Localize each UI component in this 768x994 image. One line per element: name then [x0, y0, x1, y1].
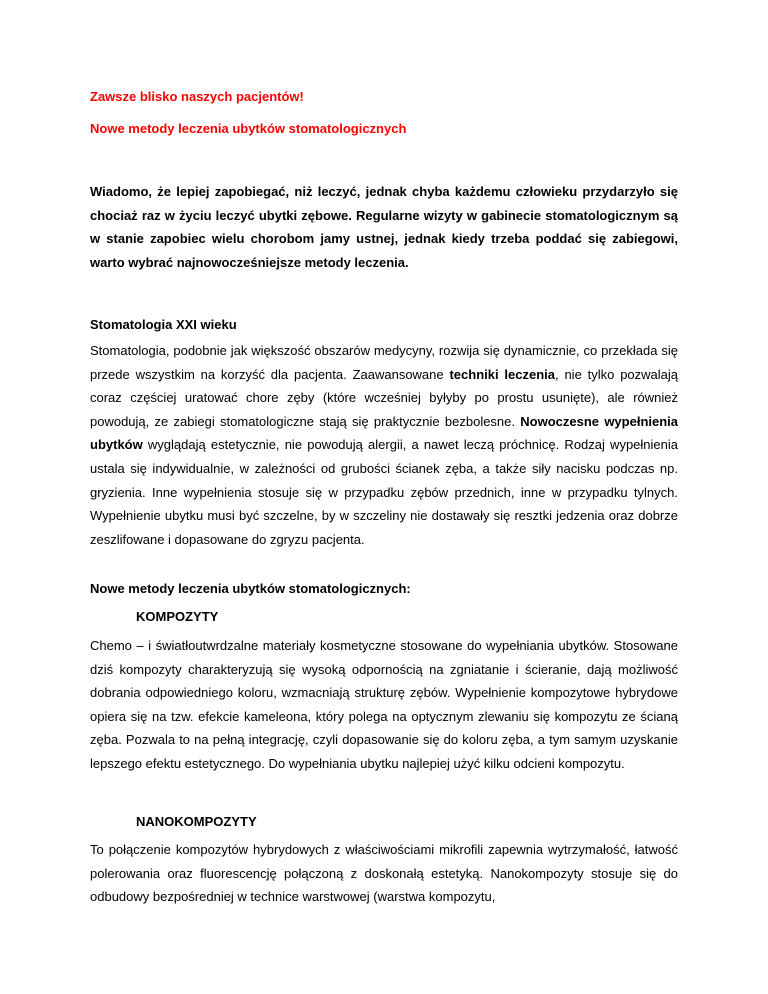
section-heading-stomatologia: Stomatologia XXI wieku	[90, 317, 237, 332]
paragraph-kompozyty: Chemo – i światłoutwrdzalne materiały kosmetyczne stosowane do wypełniania ubytków. Stosowane dziś kompozyty charakteryzują się wysoką odpornością na zgniatanie i ścieranie, dają możliwość dobrania odpowiedniego koloru, wzmacniają strukturę zębów. Wypełnienie kompozytowe hybrydowe opiera się na tzw. efekcie kameleona, który polega na optycznym zlewaniu się kompozytu ze ścianą zęba. Pozwala to na pełną integrację, czyli dopasowanie się do koloru zęba, a tym samym uzyskanie lepszego efektu estetycznego. Do wypełniania ubytku najlepiej użyć kilku odcieni kompozytu.	[90, 638, 678, 771]
paragraph-text: Stomatologia, podobnie jak większość obszarów medycyny, rozwija się dynamicznie, co przekłada się przede wszystkim na korzyść dla pacjenta. Zaawansowane	[90, 343, 678, 382]
lead-paragraph: Wiadomo, że lepiej zapobiegać, niż leczyć, jednak chyba każdemu człowieku przydarzyło się chociaż raz w życiu leczyć ubytki zębowe. Regularne wizyty w gabinecie stomatologicznym są w stanie zapobiec wielu chorobom jamy ustnej, jednak kiedy trzeba poddać się zabiegowi, warto wybrać najnowocześniejsze metody leczenia.	[90, 184, 678, 270]
bold-phrase: techniki leczenia	[449, 366, 556, 382]
paragraph-text: wyglądają estetycznie, nie powodują alergii, a nawet leczą próchnicę. Rodzaj wypełnienia ustala się indywidualnie, w zależności od grubości ścianek zęba, a także siły nacisku podczas np. gryzienia. Inne wypełnienia stosuje się w przypadku zębów przednich, inne w przypadku tylnych. Wypełnienie ubytku musi być szczelne, by w szczeliny nie dostawały się resztki jedzenia oraz dobrze zeszlifowane i dopasowane do zgryzu pacjenta.	[90, 437, 678, 547]
subheading-kompozyty: KOMPOZYTY	[136, 609, 219, 624]
subheading-nanokompozyty: NANOKOMPOZYTY	[136, 814, 257, 829]
section-heading-metody: Nowe metody leczenia ubytków stomatologicznych:	[90, 581, 411, 596]
document-title: Nowe metody leczenia ubytków stomatologicznych	[90, 121, 407, 136]
bold-phrase: Nowoczesne wypełnienia ubytków	[90, 413, 679, 453]
paragraph-text: , nie tylko pozwalają coraz częściej uratować chore zęby (które wcześniej byłyby po prostu usunięte), ale również powodują, ze zabiegi stomatologiczne stają się praktycznie bezbolesne.	[90, 366, 679, 429]
paragraph-nanokompozyty: To połączenie kompozytów hybrydowych z właściwościami mikrofili zapewnia wytrzymałość, łatwość polerowania oraz fluorescencję połączoną z doskonałą estetyką. Nanokompozyty stosuje się do odbudowy bezpośredniej w technice warstwowej (warstwa kompozytu,	[90, 842, 678, 905]
tagline: Zawsze blisko naszych pacjentów!	[90, 89, 304, 104]
section-paragraph-stomatologia	[90, 339, 678, 551]
